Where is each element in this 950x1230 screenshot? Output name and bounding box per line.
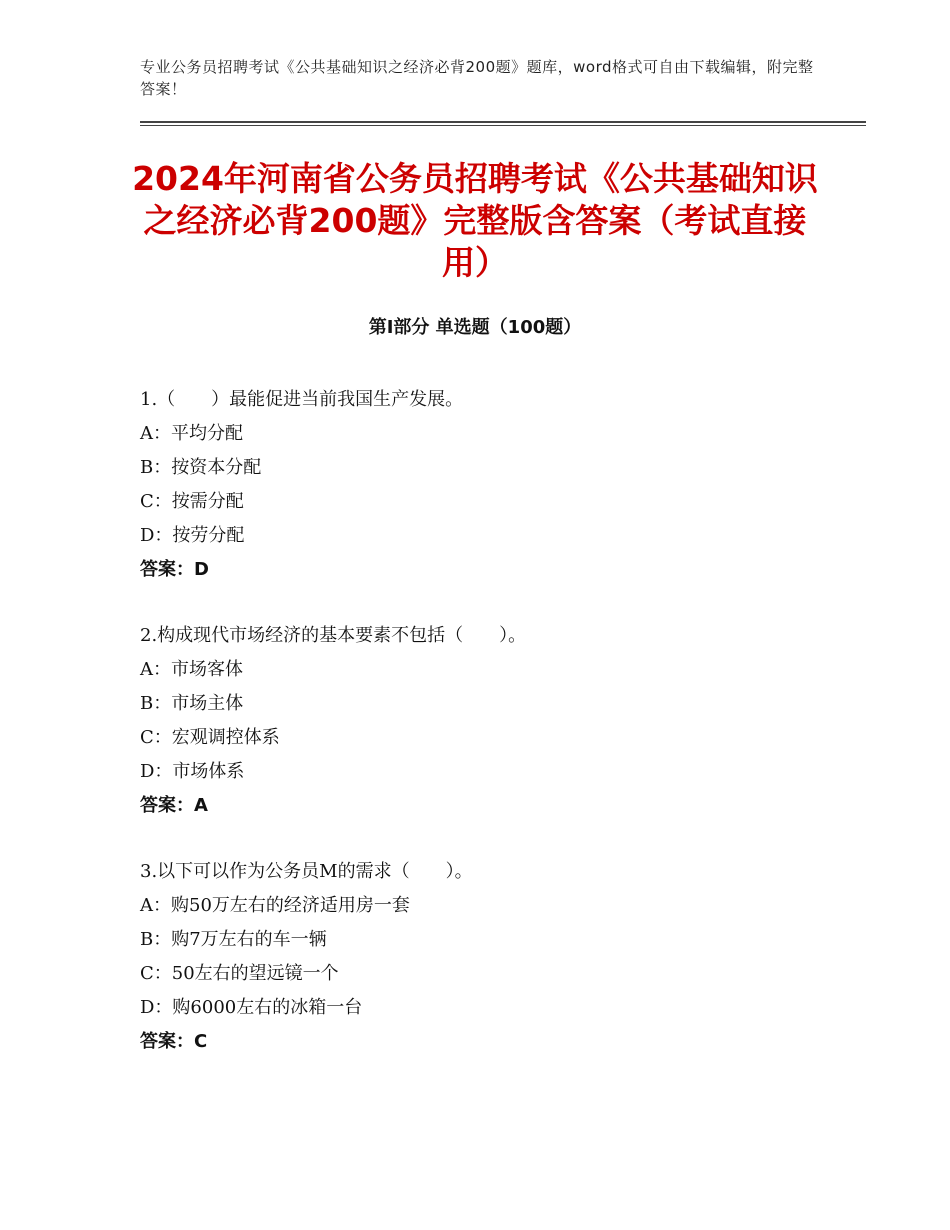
document-title: 2024年河南省公务员招聘考试《公共基础知识之经济必背200题》完整版含答案（考试直接用）	[132, 159, 818, 282]
option-b: B：购7万左右的车一辆	[140, 929, 327, 950]
option-b: B：按资本分配	[140, 457, 262, 478]
option-d: D：按劳分配	[140, 525, 245, 546]
question-3	[140, 855, 860, 1059]
answer: 答案：A	[140, 795, 208, 816]
option-c: C：按需分配	[140, 491, 244, 512]
question-stem: 1.（ ）最能促进当前我国生产发展。	[140, 389, 464, 410]
question-1	[140, 383, 860, 587]
option-c: C：宏观调控体系	[140, 727, 280, 748]
option-c: C：50左右的望远镜一个	[140, 963, 339, 984]
option-a: A：市场客体	[140, 659, 243, 680]
option-b: B：市场主体	[140, 693, 244, 714]
question-list	[140, 383, 860, 1091]
option-a: A：平均分配	[140, 423, 243, 444]
header-divider-thin	[140, 125, 866, 126]
question-stem: 3.以下可以作为公务员M的需求（ ）。	[140, 861, 473, 882]
header-divider-thick	[140, 121, 866, 123]
header-note: 专业公务员招聘考试《公共基础知识之经济必背200题》题库，word格式可自由下载编辑，附完整答案！	[140, 58, 814, 98]
option-a: A：购50万左右的经济适用房一套	[140, 895, 410, 916]
question-stem: 2.构成现代市场经济的基本要素不包括（ ）。	[140, 625, 527, 646]
answer: 答案：D	[140, 559, 209, 580]
question-2	[140, 619, 860, 823]
option-d: D：市场体系	[140, 761, 245, 782]
option-d: D：购6000左右的冰箱一台	[140, 997, 363, 1018]
section-heading: 第Ⅰ部分 单选题（100题）	[368, 317, 582, 338]
answer: 答案：C	[140, 1031, 208, 1052]
